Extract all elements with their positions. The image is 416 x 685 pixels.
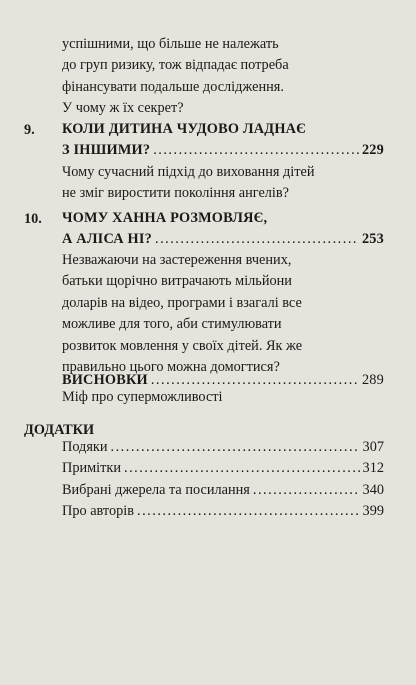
text-line: успішними, що більше не належать xyxy=(62,36,279,52)
chapter-9-title xyxy=(62,119,384,162)
text-line: до груп ризику, тож відпадає потреба xyxy=(62,57,289,74)
toc-entry-chapter-9 xyxy=(62,140,384,161)
chapter-number: 10. xyxy=(24,211,42,227)
chapter-title-line: КОЛИ ДИТИНА ЧУДОВО ЛАДНАЄ xyxy=(62,121,307,137)
conclusion-title: ВИСНОВКИ xyxy=(62,372,148,388)
text-line: Незважаючи на застереження вчених, xyxy=(62,252,292,268)
toc-entry-chapter-10 xyxy=(62,229,384,250)
text-line: У чому ж їх секрет? xyxy=(62,100,184,117)
page-number: 253 xyxy=(361,231,384,248)
page-number: 289 xyxy=(361,372,384,388)
page-number: 340 xyxy=(362,481,384,498)
text-line: Чому сучасний підхід до виховання дітей xyxy=(62,164,315,180)
text-line: батьки щорічно витрачають мільйони xyxy=(62,273,292,290)
dot-leader xyxy=(253,480,360,501)
dot-leader xyxy=(111,437,360,458)
toc-entry-appendix xyxy=(62,501,384,522)
chapter-10-description xyxy=(62,250,392,378)
chapter-number: 9. xyxy=(24,122,35,138)
appendix-item-label: Подяки xyxy=(62,439,108,455)
dot-leader xyxy=(137,501,360,522)
page-number: 399 xyxy=(362,503,384,520)
chapter-title-line: З ІНШИМИ? xyxy=(62,142,151,159)
page-number: 307 xyxy=(362,439,384,455)
dot-leader xyxy=(155,229,359,250)
appendix-item-label: Примітки xyxy=(62,460,121,477)
chapter-title-line: А АЛІСА НІ? xyxy=(62,231,152,248)
intro-paragraph xyxy=(62,34,392,120)
chapter-title-line: ЧОМУ ХАННА РОЗМОВЛЯЄ, xyxy=(62,210,268,226)
text-line: можливе для того, аби стимулювати xyxy=(62,316,282,333)
text-line: правильно цього можна домогтися? xyxy=(62,359,280,376)
appendix-item-label: Про авторів xyxy=(62,503,135,520)
page-number: 229 xyxy=(361,142,384,159)
text-line: фінансувати подальше дослідження. xyxy=(62,78,284,95)
toc-entry-appendix xyxy=(62,458,384,479)
conclusion-description xyxy=(62,387,392,408)
dot-leader xyxy=(153,140,359,161)
chapter-10-title xyxy=(62,208,384,251)
page-number: 312 xyxy=(362,460,384,477)
dot-leader xyxy=(124,458,360,479)
text-line: не зміг виростити покоління ангелів? xyxy=(62,185,290,202)
appendix-list xyxy=(62,437,384,523)
text-line: Міф про суперможливості xyxy=(62,389,223,405)
text-line: доларів на відео, програми і взагалі все xyxy=(62,294,302,311)
toc-entry-appendix xyxy=(62,480,384,501)
chapter-9-description xyxy=(62,162,392,205)
appendix-title: ДОДАТКИ xyxy=(24,422,95,438)
toc-entry-appendix xyxy=(62,437,384,458)
appendix-item-label: Вибрані джерела та посилання xyxy=(62,481,250,498)
text-line: розвиток мовлення у своїх дітей. Як же xyxy=(62,337,303,354)
